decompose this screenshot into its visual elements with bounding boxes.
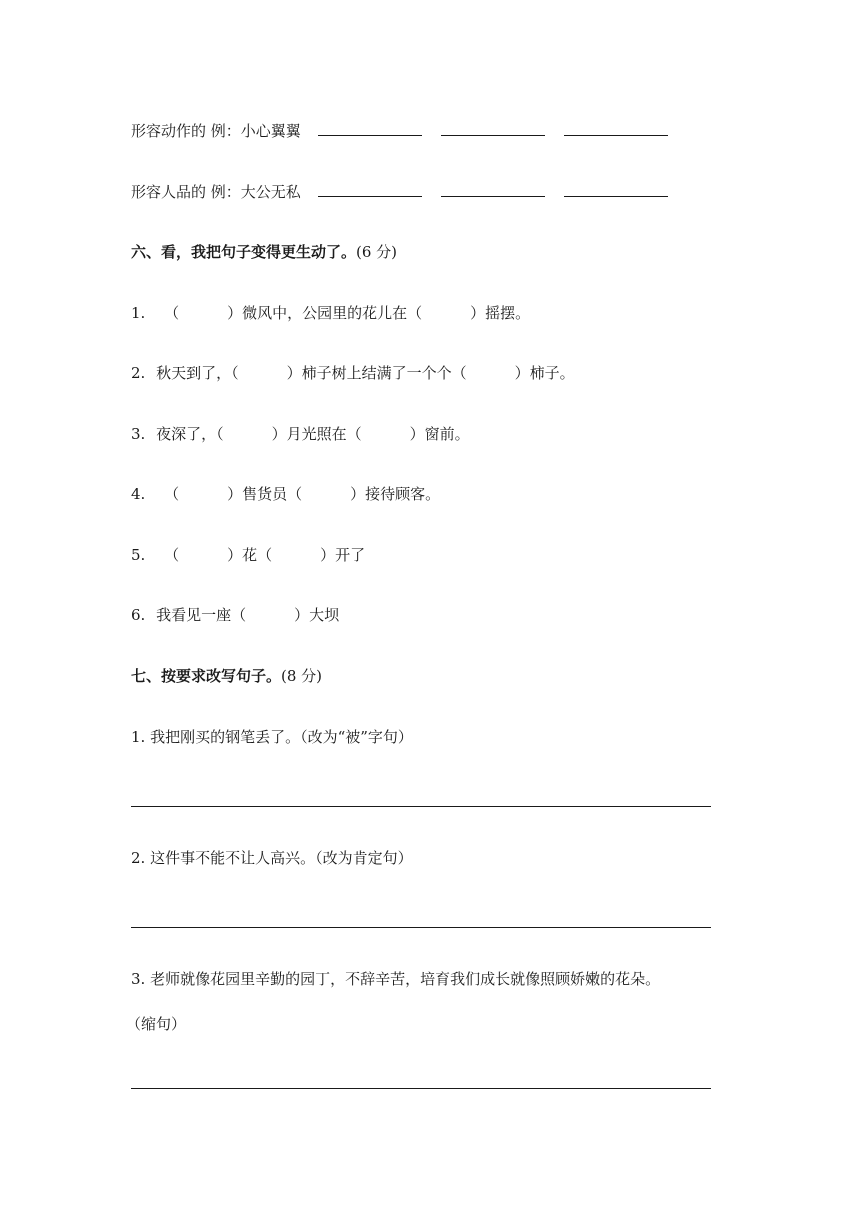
item-number: 2.	[131, 364, 146, 382]
item-text: ）花（	[227, 546, 273, 564]
item-number: 3.	[131, 425, 146, 443]
item-text: ）微风中，公园里的花儿在（	[227, 304, 423, 322]
item-text: ）窗前。	[409, 425, 470, 443]
section-7-question-2: 2. 这件事不能不让人高兴。（改为肯定句）	[131, 849, 413, 867]
section-7-question-3-task: （缩句）	[126, 1015, 187, 1033]
answer-line[interactable]	[131, 806, 711, 807]
item-text: ）柿子。	[514, 364, 575, 382]
item-text: ）柿子树上结满了一个个（	[286, 364, 467, 382]
section-title: 六、看，我把句子变得更生动了。	[131, 243, 357, 261]
item-text: （	[164, 485, 180, 503]
item-text: 夜深了，（	[156, 425, 224, 443]
section-6-item-5	[131, 545, 365, 565]
answer-line[interactable]	[131, 1088, 711, 1089]
section-points: (6 分)	[356, 243, 398, 261]
answer-blank[interactable]	[564, 182, 668, 197]
section-6-item-3	[131, 424, 470, 444]
idiom-row-label: 形容人品的 例：大公无私	[131, 183, 301, 201]
item-text: ）月光照在（	[271, 425, 362, 443]
item-text: ）接待顾客。	[350, 485, 441, 503]
idiom-row-action	[131, 121, 682, 141]
item-text: 我看见一座（	[156, 606, 247, 624]
section-7-question-1: 1. 我把刚买的钢笔丢了。（改为“被”字句）	[131, 728, 413, 746]
section-7-heading	[131, 666, 322, 686]
answer-blank[interactable]	[441, 121, 545, 136]
section-6-item-2	[131, 363, 575, 383]
item-text: ）开了	[320, 546, 366, 564]
section-points: (8 分)	[281, 667, 323, 685]
section-title: 七、按要求改写句子。	[131, 667, 282, 685]
item-number: 1.	[131, 304, 146, 322]
item-number: 6.	[131, 606, 146, 624]
item-text: ）售货员（	[227, 485, 303, 503]
section-6-item-1	[131, 303, 530, 323]
answer-blank[interactable]	[318, 182, 422, 197]
item-text: ）摇摆。	[470, 304, 531, 322]
item-number: 5.	[131, 546, 146, 564]
answer-blank[interactable]	[441, 182, 545, 197]
item-text: ）大坝	[294, 606, 340, 624]
item-text: （	[164, 546, 180, 564]
section-6-item-6	[131, 605, 339, 625]
section-6-heading	[131, 242, 397, 262]
idiom-row-character	[131, 182, 682, 202]
answer-blank[interactable]	[318, 121, 422, 136]
item-text: 秋天到了，（	[156, 364, 239, 382]
item-text: （	[164, 304, 180, 322]
answer-line[interactable]	[131, 927, 711, 928]
answer-blank[interactable]	[564, 121, 668, 136]
idiom-row-label: 形容动作的 例：小心翼翼	[131, 122, 301, 140]
section-6-item-4	[131, 484, 440, 504]
section-7-question-3: 3. 老师就像花园里辛勤的园丁，不辞辛苦，培育我们成长就像照顾娇嫩的花朵。	[131, 970, 661, 988]
item-number: 4.	[131, 485, 146, 503]
